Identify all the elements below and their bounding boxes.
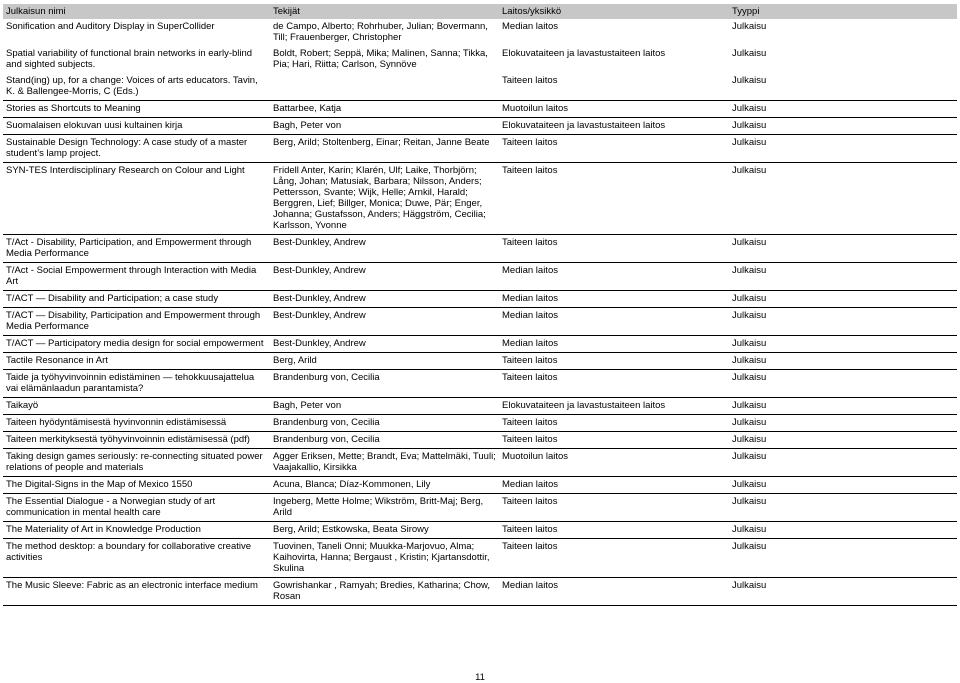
cell-department: Taiteen laitos [499, 353, 729, 370]
cell-authors: Best-Dunkley, Andrew [270, 308, 499, 336]
cell-authors: Best-Dunkley, Andrew [270, 336, 499, 353]
cell-type: Julkaisu [729, 398, 957, 415]
cell-type: Julkaisu [729, 135, 957, 163]
cell-authors: Bagh, Peter von [270, 118, 499, 135]
table-row [3, 19, 957, 46]
cell-authors: de Campo, Alberto; Rohrhuber, Julian; Bovermann, Till; Frauenberger, Christopher [273, 21, 488, 43]
cell-department: Taiteen laitos [499, 370, 729, 398]
cell-title: Sustainable Design Technology: A case study of a master student’s lamp project. [3, 135, 270, 163]
cell-title: Taide ja työhyvinvoinnin edistäminen — tehokkuusajattelua vai elämänlaadun parantamista? [3, 370, 270, 398]
table-row [3, 291, 957, 308]
cell-authors: Tuovinen, Taneli Onni; Muukka-Marjovuo, Alma; Kaihovirta, Hanna; Bergaust , Kristin; Kjartansdottir, Skulina [270, 539, 499, 578]
table-row [3, 308, 957, 336]
cell-department: Taiteen laitos [499, 135, 729, 163]
table-row [3, 449, 957, 477]
cell-authors: Brandenburg von, Cecilia [270, 370, 499, 398]
cell-title: The Digital-Signs in the Map of Mexico 1550 [3, 477, 270, 494]
cell-authors: Berg, Arild; Stoltenberg, Einar; Reitan, Janne Beate [270, 135, 499, 163]
cell-department: Taiteen laitos [499, 73, 729, 101]
cell-type: Julkaisu [729, 578, 957, 606]
cell-title: Stories as Shortcuts to Meaning [3, 101, 270, 118]
cell-title: SYN-TES Interdisciplinary Research on Colour and Light [3, 163, 270, 235]
cell-authors: Berg, Arild; Estkowska, Beata Sirowy [270, 522, 499, 539]
cell-type: Julkaisu [729, 263, 957, 291]
cell-type: Julkaisu [729, 118, 957, 135]
cell-department: Muotoilun laitos [499, 449, 729, 477]
cell-department: Taiteen laitos [499, 432, 729, 449]
cell-type: Julkaisu [729, 477, 957, 494]
table-row [3, 101, 957, 118]
table-row [3, 578, 957, 606]
cell-authors: Gowrishankar , Ramyah; Bredies, Katharina; Chow, Rosan [270, 578, 499, 606]
cell-type: Julkaisu [729, 101, 957, 118]
cell-authors: Best-Dunkley, Andrew [270, 263, 499, 291]
table-row [3, 263, 957, 291]
cell-authors: Best-Dunkley, Andrew [270, 291, 499, 308]
cell-authors: Boldt, Robert; Seppä, Mika; Malinen, Sanna; Tikka, Pia; Hari, Riitta; Carlson, Synnöve [273, 48, 488, 70]
cell-title: T/Act - Disability, Participation, and Empowerment through Media Performance [3, 235, 270, 263]
cell-authors: Battarbee, Katja [270, 101, 499, 118]
cell-department: Elokuvataiteen ja lavastustaiteen laitos [499, 118, 729, 135]
cell-department: Median laitos [499, 263, 729, 291]
cell-title: T/ACT — Participatory media design for social empowerment [3, 336, 270, 353]
cell-type: Julkaisu [729, 163, 957, 235]
cell-authors: Acuna, Blanca; Díaz-Kommonen, Lily [270, 477, 499, 494]
table-row [3, 398, 957, 415]
cell-department: Median laitos [499, 308, 729, 336]
table-row [3, 477, 957, 494]
table-row [3, 336, 957, 353]
cell-type: Julkaisu [729, 432, 957, 449]
cell-title: Suomalaisen elokuvan uusi kultainen kirja [3, 118, 270, 135]
cell-title: Taikayö [3, 398, 270, 415]
cell-title: The method desktop: a boundary for collaborative creative activities [3, 539, 270, 578]
cell-department: Median laitos [499, 578, 729, 606]
cell-authors: Berg, Arild [270, 353, 499, 370]
cell-title: T/Act - Social Empowerment through Interaction with Media Art [3, 263, 270, 291]
cell-type: Julkaisu [729, 539, 957, 578]
header-row [3, 4, 957, 19]
cell-department: Median laitos [499, 477, 729, 494]
cell-type: Julkaisu [729, 291, 957, 308]
table-row [3, 118, 957, 135]
cell-title: Spatial variability of functional brain networks in early-blind and sighted subjects. [6, 48, 253, 70]
table-row [3, 415, 957, 432]
cell-type: Julkaisu [729, 449, 957, 477]
cell-department: Taiteen laitos [499, 415, 729, 432]
cell-department: Median laitos [499, 291, 729, 308]
table-row [3, 522, 957, 539]
cell-department: Taiteen laitos [499, 494, 729, 522]
cell-type: Julkaisu [729, 336, 957, 353]
cell-authors: Brandenburg von, Cecilia [270, 415, 499, 432]
cell-type: Julkaisu [729, 415, 957, 432]
cell-type: Julkaisu [729, 494, 957, 522]
cell-type: Julkaisu [729, 370, 957, 398]
cell-department: Taiteen laitos [499, 163, 729, 235]
cell-type: Julkaisu [732, 21, 767, 32]
table-row [3, 432, 957, 449]
cell-authors: Best-Dunkley, Andrew [270, 235, 499, 263]
cell-title: T/ACT — Disability, Participation and Empowerment through Media Performance [3, 308, 270, 336]
table-row [3, 539, 957, 578]
cell-department: Taiteen laitos [499, 522, 729, 539]
header-department: Laitos/yksikkö [499, 4, 729, 19]
cell-authors: Fridell Anter, Karin; Klarén, Ulf; Laike, Thorbjörn; Lång, Johan; Matusiak, Barbara; Nilsson, Anders; Pettersson, Svante; Wijk, Helle; Arnkil, Harald; Berggren, Lief; Billger, Monica; Duwe, Pär; Enger, Johanna; Gustafsson, Anders; Häggström, Cecilia; Karlsson, Yvonne [270, 163, 499, 235]
cell-title: Taking design games seriously: re-connecting situated power relations of people and materials [3, 449, 270, 477]
header-title: Julkaisun nimi [3, 4, 270, 19]
table-row [3, 370, 957, 398]
cell-department: Median laitos [502, 21, 558, 32]
table-header [3, 4, 957, 19]
cell-department: Taiteen laitos [499, 235, 729, 263]
table-body [3, 19, 957, 606]
header-authors: Tekijät [270, 4, 499, 19]
cell-title: Tactile Resonance in Art [3, 353, 270, 370]
cell-authors: Agger Eriksen, Mette; Brandt, Eva; Mattelmäki, Tuuli; Vaajakallio, Kirsikka [270, 449, 499, 477]
publications-table [3, 4, 957, 606]
cell-title: Sonification and Auditory Display in SuperCollider [6, 21, 215, 32]
header-type: Tyyppi [729, 4, 957, 19]
cell-department: Taiteen laitos [499, 539, 729, 578]
page-number: 11 [475, 672, 485, 683]
cell-department: Elokuvataiteen ja lavastustaiteen laitos [502, 48, 666, 59]
cell-authors [270, 73, 499, 101]
cell-title: Taiteen hyödyntämisestä hyvinvonnin edistämisessä [3, 415, 270, 432]
cell-authors: Brandenburg von, Cecilia [270, 432, 499, 449]
cell-title: Stand(ing) up, for a change: Voices of arts educators. Tavin, K. & Ballengee-Morris, C (Eds.) [3, 73, 270, 101]
table-row [3, 135, 957, 163]
cell-authors: Bagh, Peter von [270, 398, 499, 415]
cell-title: The Materiality of Art in Knowledge Production [3, 522, 270, 539]
cell-authors: Ingeberg, Mette Holme; Wikström, Britt-Maj; Berg, Arild [270, 494, 499, 522]
cell-title: T/ACT — Disability and Participation; a case study [3, 291, 270, 308]
cell-type: Julkaisu [729, 73, 957, 101]
table-row [3, 235, 957, 263]
cell-type: Julkaisu [729, 522, 957, 539]
cell-title: Taiteen merkityksestä työhyvinvoinnin edistämisessä (pdf) [3, 432, 270, 449]
cell-department: Elokuvataiteen ja lavastustaiteen laitos [499, 398, 729, 415]
cell-type: Julkaisu [732, 48, 767, 59]
table-row [3, 353, 957, 370]
cell-type: Julkaisu [729, 235, 957, 263]
table-row [3, 163, 957, 235]
cell-department: Median laitos [499, 336, 729, 353]
table-row [3, 494, 957, 522]
table-row [3, 73, 957, 101]
cell-type: Julkaisu [729, 353, 957, 370]
cell-title: The Essential Dialogue - a Norwegian study of art communication in mental health care [3, 494, 270, 522]
table-row [3, 46, 957, 73]
cell-type: Julkaisu [729, 308, 957, 336]
cell-department: Muotoilun laitos [499, 101, 729, 118]
cell-title: The Music Sleeve: Fabric as an electronic interface medium [3, 578, 270, 606]
